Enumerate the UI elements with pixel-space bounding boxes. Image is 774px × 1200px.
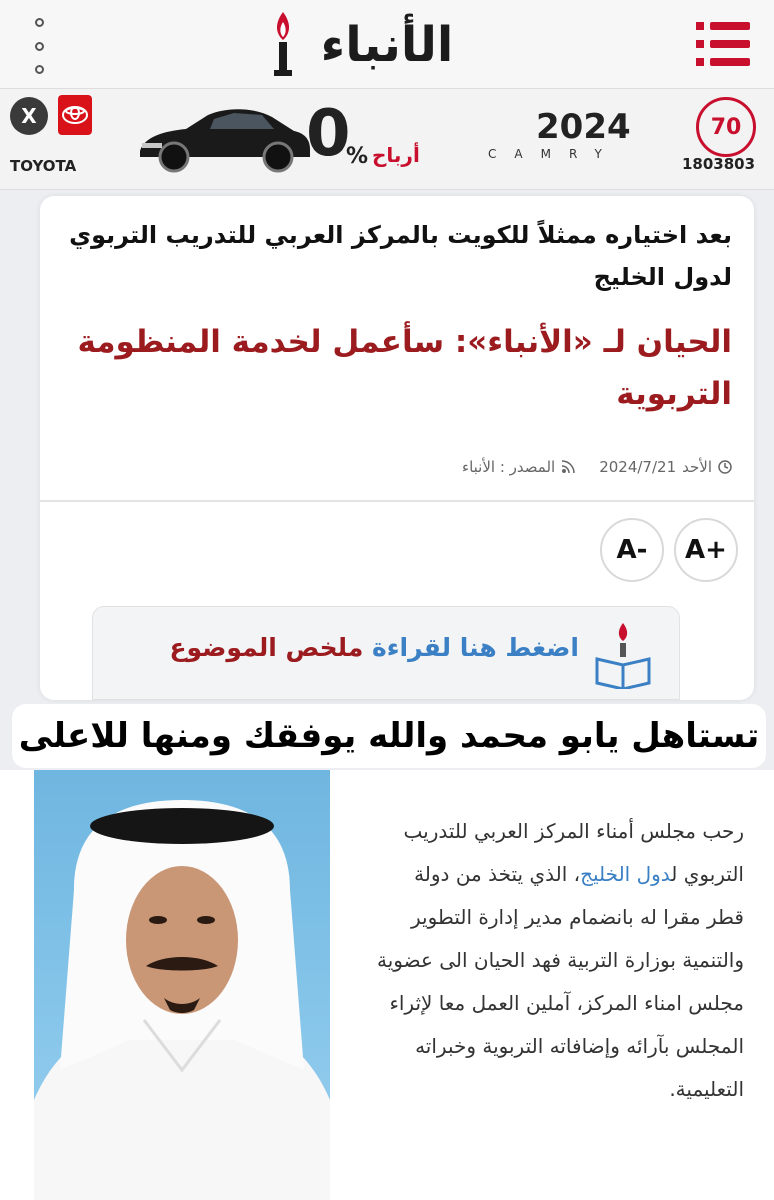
ad-year: 2024 <box>536 107 631 147</box>
rss-icon <box>561 460 575 474</box>
article-kicker: بعد اختياره ممثلاً للكويت بالمركز العربي للتدريب التربوي لدول الخليج <box>69 221 732 291</box>
article-body-area <box>0 770 774 1200</box>
ad-model: CAMRY <box>488 147 620 161</box>
body-part1: رحب مجلس أمناء المركز العربي للتدريب التربوي ل <box>403 819 744 886</box>
article-date-group <box>599 458 732 476</box>
flame-icon <box>266 10 300 80</box>
ad-profit-label: أرباح <box>372 143 420 167</box>
car-image <box>134 99 314 179</box>
article-day: الأحد <box>682 458 712 476</box>
clock-icon <box>718 460 732 474</box>
summary-button[interactable] <box>92 606 680 700</box>
font-decrease-button[interactable]: A- <box>600 518 664 582</box>
summary-label-red: ملخص الموضوع <box>169 633 364 662</box>
summary-label-blue: اضغط هنا لقراءة <box>372 633 579 662</box>
article-card <box>40 196 754 700</box>
person-photo <box>34 770 330 1200</box>
ad-rate: 0 <box>306 97 351 171</box>
ad-phone: 1803803 <box>682 155 756 173</box>
caption-overlay: تستاهل يابو محمد والله يوفقك ومنها للاعلى <box>12 704 766 768</box>
toyota-logo-icon <box>58 95 92 135</box>
book-icon <box>593 619 653 689</box>
close-ad-button[interactable]: X <box>10 97 48 135</box>
ad-brand: TOYOTA <box>10 157 77 175</box>
article-body-text <box>376 810 744 1111</box>
article-headline: الحيان لـ «الأنباء»: سأعمل لخدمة المنظومة التربوية <box>77 324 732 412</box>
article-source-group <box>462 458 575 476</box>
article-source: المصدر : الأنباء <box>462 458 556 476</box>
body-link[interactable]: دول الخليج <box>580 862 672 886</box>
logo-text: الأنباء <box>320 17 454 73</box>
ad-banner[interactable] <box>0 88 774 190</box>
article-date: 2024/7/21 <box>599 458 677 476</box>
ad-rate-suffix: % <box>346 144 369 169</box>
divider <box>40 500 754 502</box>
more-dots-icon[interactable] <box>22 18 56 74</box>
article-meta <box>52 458 732 476</box>
hamburger-menu-icon[interactable] <box>696 22 750 66</box>
site-header <box>0 0 774 88</box>
summary-label <box>169 633 579 662</box>
body-part2: ، الذي يتخذ من دولة قطر مقرا له بانضمام مدير إدارة التطوير والتنمية بوزارة التربية فهد الحيان الى عضوية مجلس امناء المركز، آملين العمل معا لإثراء المجلس بآرائه وإضافاته التربوية وخبراته التعليمية. <box>376 862 744 1101</box>
font-increase-button[interactable]: A+ <box>674 518 738 582</box>
site-logo[interactable] <box>262 6 512 84</box>
ad-anniversary-badge: 70 <box>696 97 756 157</box>
